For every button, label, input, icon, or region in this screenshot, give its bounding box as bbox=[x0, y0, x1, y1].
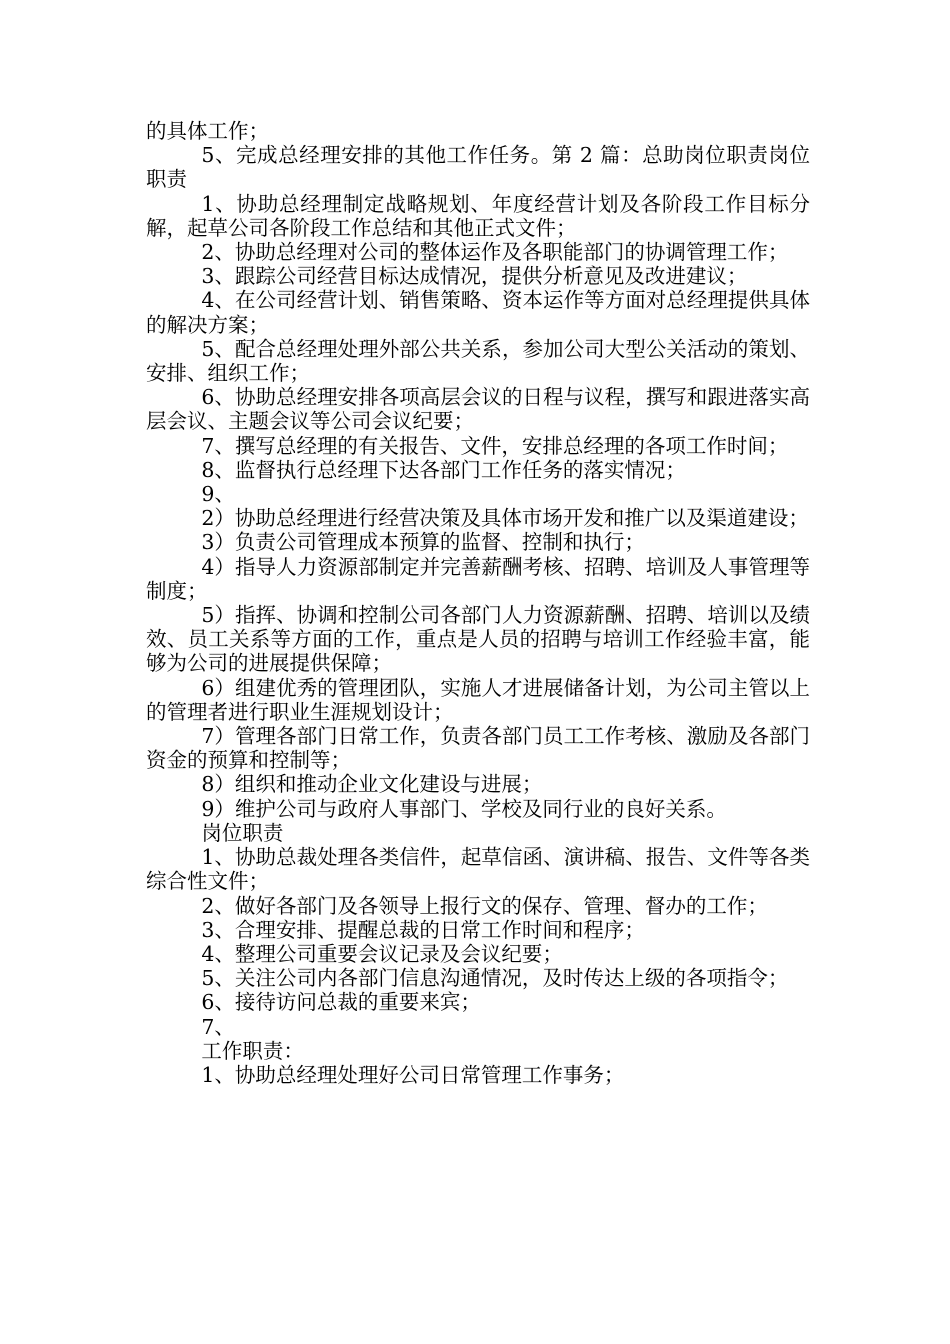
paragraph: 7、撰写总经理的有关报告、文件，安排总经理的各项工作时间； bbox=[201, 433, 789, 458]
document-body bbox=[146, 119, 810, 1087]
section-heading: 岗位职责 bbox=[201, 820, 284, 845]
section-heading: 工作职责： bbox=[201, 1038, 304, 1063]
paragraph: 1、协助总裁处理各类信件，起草信函、演讲稿、报告、文件等各类综合性文件； bbox=[146, 845, 810, 894]
paragraph: 的具体工作； bbox=[146, 119, 269, 143]
paragraph: 7、 bbox=[201, 1014, 235, 1039]
paragraph: 8、监督执行总经理下达各部门工作任务的落实情况； bbox=[201, 457, 686, 482]
paragraph: 2、协助总经理对公司的整体运作及各职能部门的协调管理工作； bbox=[201, 240, 789, 265]
paragraph: 9、 bbox=[201, 482, 235, 507]
paragraph: 4）指导人力资源部制定并完善薪酬考核、招聘、培训及人事管理等制度； bbox=[146, 554, 810, 603]
paragraph: 8）组织和推动企业文化建设与进展； bbox=[201, 772, 543, 797]
paragraph: 5、完成总经理安排的其他工作任务。第 2 篇：总助岗位职责岗位职责 bbox=[146, 143, 810, 192]
paragraph: 5、关注公司内各部门信息沟通情况，及时传达上级的各项指令； bbox=[201, 966, 789, 991]
paragraph: 5）指挥、协调和控制公司各部门人力资源薪酬、招聘、培训以及绩效、员工关系等方面的工作，重点是人员的招聘与培训工作经验丰富，能够为公司的进展提供保障； bbox=[146, 603, 810, 676]
paragraph: 4、在公司经营计划、销售策略、资本运作等方面对总经理提供具体的解决方案； bbox=[146, 288, 810, 337]
paragraph: 6）组建优秀的管理团队，实施人才进展储备计划，为公司主管以上的管理者进行职业生涯规划设计； bbox=[146, 675, 810, 724]
paragraph: 2）协助总经理进行经营决策及具体市场开发和推广以及渠道建设； bbox=[201, 506, 809, 531]
paragraph: 6、协助总经理安排各项高层会议的日程与议程，撰写和跟进落实高层会议、主题会议等公司会议纪要； bbox=[146, 385, 810, 434]
paragraph: 2、做好各部门及各领导上报行文的保存、管理、督办的工作； bbox=[201, 893, 768, 918]
paragraph: 6、接待访问总裁的重要来宾； bbox=[201, 990, 481, 1015]
paragraph: 3）负责公司管理成本预算的监督、控制和执行； bbox=[201, 530, 645, 555]
paragraph: 5、配合总经理处理外部公共关系，参加公司大型公关活动的策划、安排、组织工作； bbox=[146, 336, 810, 386]
paragraph: 4、整理公司重要会议记录及会议纪要； bbox=[201, 941, 563, 966]
paragraph: 1、协助总经理处理好公司日常管理工作事务； bbox=[201, 1062, 625, 1087]
paragraph: 3、跟踪公司经营目标达成情况，提供分析意见及改进建议； bbox=[201, 264, 748, 289]
paragraph: 3、合理安排、提醒总裁的日常工作时间和程序； bbox=[201, 917, 645, 942]
paragraph: 1、协助总经理制定战略规划、年度经营计划及各阶段工作目标分解，起草公司各阶段工作总结和其他正式文件； bbox=[146, 191, 810, 240]
paragraph: 7）管理各部门日常工作，负责各部门员工工作考核、激励及各部门资金的预算和控制等； bbox=[146, 724, 810, 773]
paragraph: 9）维护公司与政府人事部门、学校及同行业的良好关系。 bbox=[201, 796, 727, 821]
